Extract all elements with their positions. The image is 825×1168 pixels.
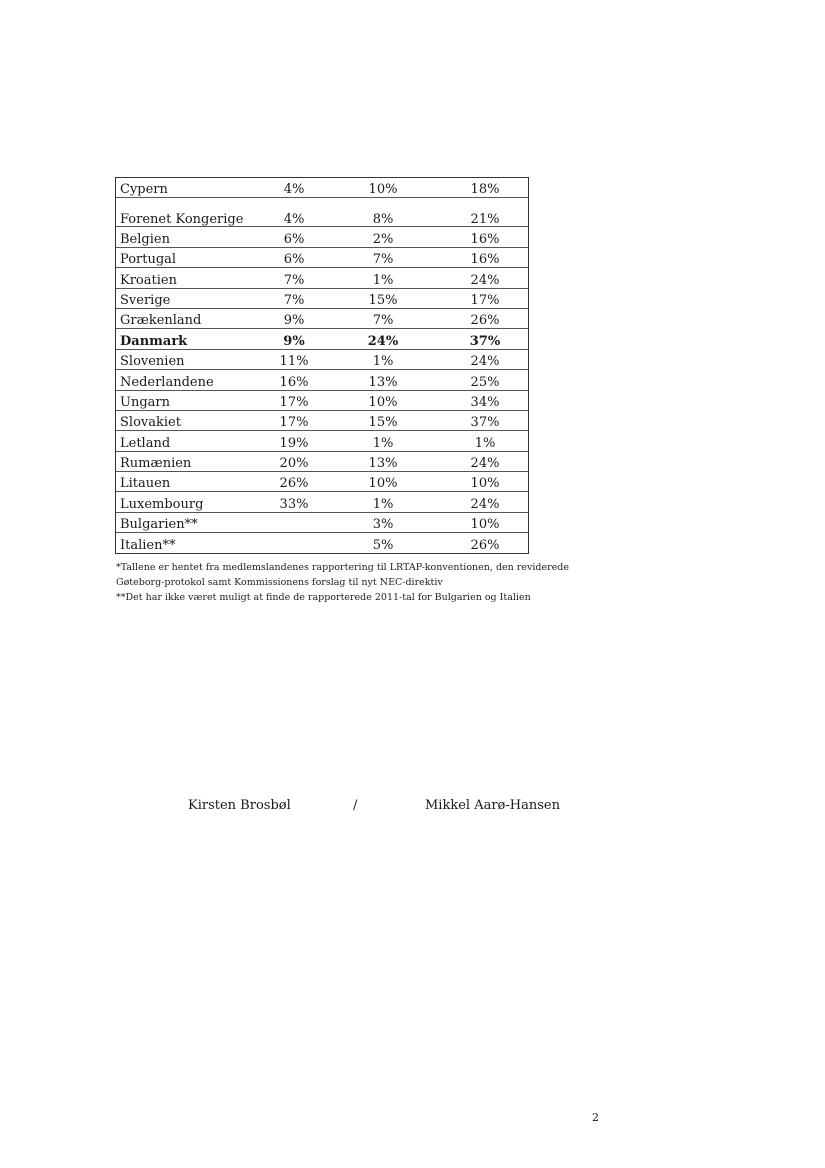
table-row — [116, 472, 528, 492]
value-cell-2: 2% — [324, 227, 442, 247]
value-cell-1: 7% — [264, 288, 324, 308]
value-cell-3: 37% — [442, 410, 528, 430]
footnote-1-line-2: Gøteborg-protokol samt Kommissionens forslag til nyt NEC-direktiv — [116, 577, 443, 588]
table-row — [116, 349, 528, 369]
value-cell-2: 15% — [324, 288, 442, 308]
country-cell: Litauen — [116, 472, 264, 492]
table-row — [116, 329, 528, 349]
table-body — [116, 178, 528, 553]
value-cell-1: 16% — [264, 370, 324, 390]
value-cell-3: 24% — [442, 492, 528, 512]
table-row — [116, 178, 528, 198]
value-cell-3: 16% — [442, 227, 528, 247]
country-cell: Ungarn — [116, 390, 264, 410]
value-cell-2: 1% — [324, 268, 442, 288]
table-row — [116, 288, 528, 308]
country-cell: Danmark — [116, 329, 264, 349]
footnotes — [116, 560, 576, 605]
country-cell: Belgien — [116, 227, 264, 247]
table-row — [116, 512, 528, 532]
country-cell: Grækenland — [116, 308, 264, 328]
signature-separator: / — [353, 798, 358, 813]
value-cell-2: 7% — [324, 247, 442, 267]
value-cell-2: 1% — [324, 492, 442, 512]
value-cell-3: 18% — [470, 182, 500, 198]
table-row — [116, 451, 528, 471]
table-row — [116, 533, 528, 553]
signature-name-1: Kirsten Brosbøl — [188, 798, 291, 813]
value-cell-1: 6% — [264, 227, 324, 247]
value-cell-2: 7% — [324, 308, 442, 328]
table-row — [116, 308, 528, 328]
value-cell-3: 25% — [442, 370, 528, 390]
table-row — [116, 198, 528, 227]
value-cell-2: 10% — [368, 182, 398, 198]
country-cell: Kroatien — [116, 268, 264, 288]
footnote-2: **Det har ikke været muligt at finde de rapporterede 2011-tal for Bulgarien og Italien — [116, 592, 531, 603]
value-cell-2: 13% — [324, 451, 442, 471]
value-cell-1: 17% — [264, 390, 324, 410]
value-cell-1 — [264, 533, 324, 553]
value-cell-1: 9% — [264, 329, 324, 349]
table-row — [116, 492, 528, 512]
table-row — [116, 390, 528, 410]
value-cell-1: 11% — [264, 349, 324, 369]
value-cell-2: 15% — [324, 410, 442, 430]
country-cell: Nederlandene — [116, 370, 264, 390]
value-cell-3: 26% — [442, 308, 528, 328]
country-cell: Bulgarien** — [116, 512, 264, 532]
country-cell: Rumænien — [116, 451, 264, 471]
value-cell-3: 10% — [442, 512, 528, 532]
table-row — [116, 431, 528, 451]
country-cell: Italien** — [116, 533, 264, 553]
value-cell-2: 1% — [324, 349, 442, 369]
country-cell: Forenet Kongerige — [116, 198, 264, 227]
value-cell-2: 8% — [324, 198, 442, 227]
value-cell-3: 24% — [442, 268, 528, 288]
table-row — [116, 370, 528, 390]
table-row — [116, 268, 528, 288]
value-cell-1: 33% — [264, 492, 324, 512]
value-cell-2: 10% — [324, 472, 442, 492]
table-row — [116, 410, 528, 430]
value-cell-2: 13% — [324, 370, 442, 390]
value-cell-2: 24% — [324, 329, 442, 349]
country-cell: Cypern — [120, 182, 168, 198]
emissions-table — [115, 177, 529, 554]
signature-name-2: Mikkel Aarø-Hansen — [425, 798, 560, 813]
value-cell-2: 1% — [324, 431, 442, 451]
table-row — [116, 247, 528, 267]
value-cell-1: 4% — [283, 182, 305, 198]
value-cell-3: 17% — [442, 288, 528, 308]
value-cell-1: 17% — [264, 410, 324, 430]
value-cell-1 — [264, 512, 324, 532]
value-cell-3: 1% — [442, 431, 528, 451]
table-row — [116, 227, 528, 247]
country-cell: Letland — [116, 431, 264, 451]
value-cell-3: 37% — [442, 329, 528, 349]
value-cell-2: 10% — [324, 390, 442, 410]
country-cell: Sverige — [116, 288, 264, 308]
country-cell: Luxembourg — [116, 492, 264, 512]
value-cell-3: 24% — [442, 451, 528, 471]
value-cell-1: 26% — [264, 472, 324, 492]
value-cell-2: 3% — [324, 512, 442, 532]
page-number: 2 — [592, 1111, 599, 1124]
value-cell-1: 20% — [264, 451, 324, 471]
footnote-1-line-1: *Tallene er hentet fra medlemslandenes rapportering til LRTAP-konventionen, den reviderede — [116, 562, 569, 573]
value-cell-2: 5% — [324, 533, 442, 553]
value-cell-1: 4% — [264, 198, 324, 227]
value-cell-1: 9% — [264, 308, 324, 328]
value-cell-3: 34% — [442, 390, 528, 410]
country-cell: Portugal — [116, 247, 264, 267]
country-cell: Slovenien — [116, 349, 264, 369]
value-cell-3: 24% — [442, 349, 528, 369]
value-cell-3: 16% — [442, 247, 528, 267]
value-cell-3: 21% — [442, 198, 528, 227]
value-cell-1: 19% — [264, 431, 324, 451]
value-cell-1: 6% — [264, 247, 324, 267]
value-cell-1: 7% — [264, 268, 324, 288]
country-cell: Slovakiet — [116, 410, 264, 430]
value-cell-3: 26% — [442, 533, 528, 553]
value-cell-3: 10% — [442, 472, 528, 492]
